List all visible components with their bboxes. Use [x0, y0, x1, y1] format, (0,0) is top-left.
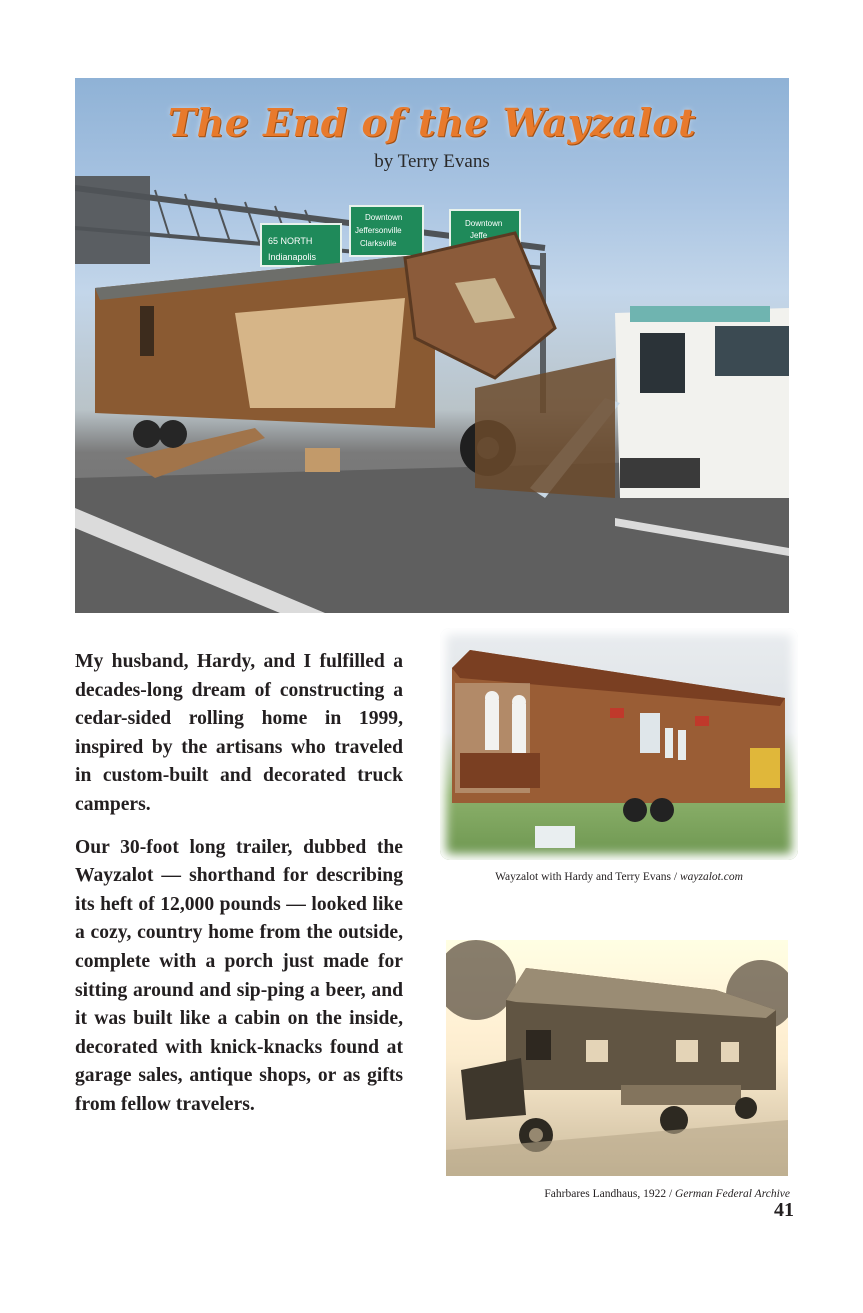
body-paragraph-1: My husband, Hardy, and I fulfilled a decades-long dream of constructing a cedar-sided rolling home in 1999, inspired by the artisans who traveled in custom-built and decorated truck campers. [75, 651, 403, 815]
sign-text-city: Indianapolis [268, 252, 317, 262]
wayzalot-trailer-illustration [440, 628, 798, 860]
figure-caption-2 [440, 1188, 790, 1200]
wayzalot-photo [440, 628, 798, 860]
page-number: 41 [774, 1199, 794, 1221]
figure-caption-2-text: Fahrbares Landhaus, 1922 / [544, 1188, 676, 1200]
landhaus-photo [446, 940, 788, 1176]
sign-text-route: 65 NORTH [268, 236, 313, 246]
figure-caption-1-source: wayzalot.com [679, 871, 743, 883]
article-title: The End of the Wayzalot [167, 100, 697, 145]
sign-text-jeffersonville: Jeffersonville [355, 226, 402, 235]
figure-caption-1-text: Wayzalot with Hardy and Terry Evans / [495, 871, 680, 883]
sign-text-downtown: Downtown [365, 213, 403, 222]
figure-caption-2-source: German Federal Archive [675, 1188, 790, 1200]
body-paragraph-2: Our 30-foot long trailer, dubbed the Wayzalot — shorthand for describing its heft of 12,000 pounds — looked like a cozy, country home from the outside, complete with a porch just made for sitting around and sip-ping a beer, and it was built like a cabin on the inside, decorated with knick-knacks found at garage sales, antique shops, or as gifts from fellow travelers. [75, 836, 403, 1115]
vintage-truck-illustration [446, 940, 788, 1176]
sign-text-clarksville: Clarksville [360, 239, 397, 248]
hero-photo [75, 78, 789, 613]
article-byline: by Terry Evans [374, 151, 490, 172]
article-body [75, 648, 403, 1134]
figure-caption-1 [440, 871, 798, 883]
sign-text-jeffe: Jeffe [470, 231, 488, 240]
sign-text-downtown-2: Downtown [465, 219, 503, 228]
